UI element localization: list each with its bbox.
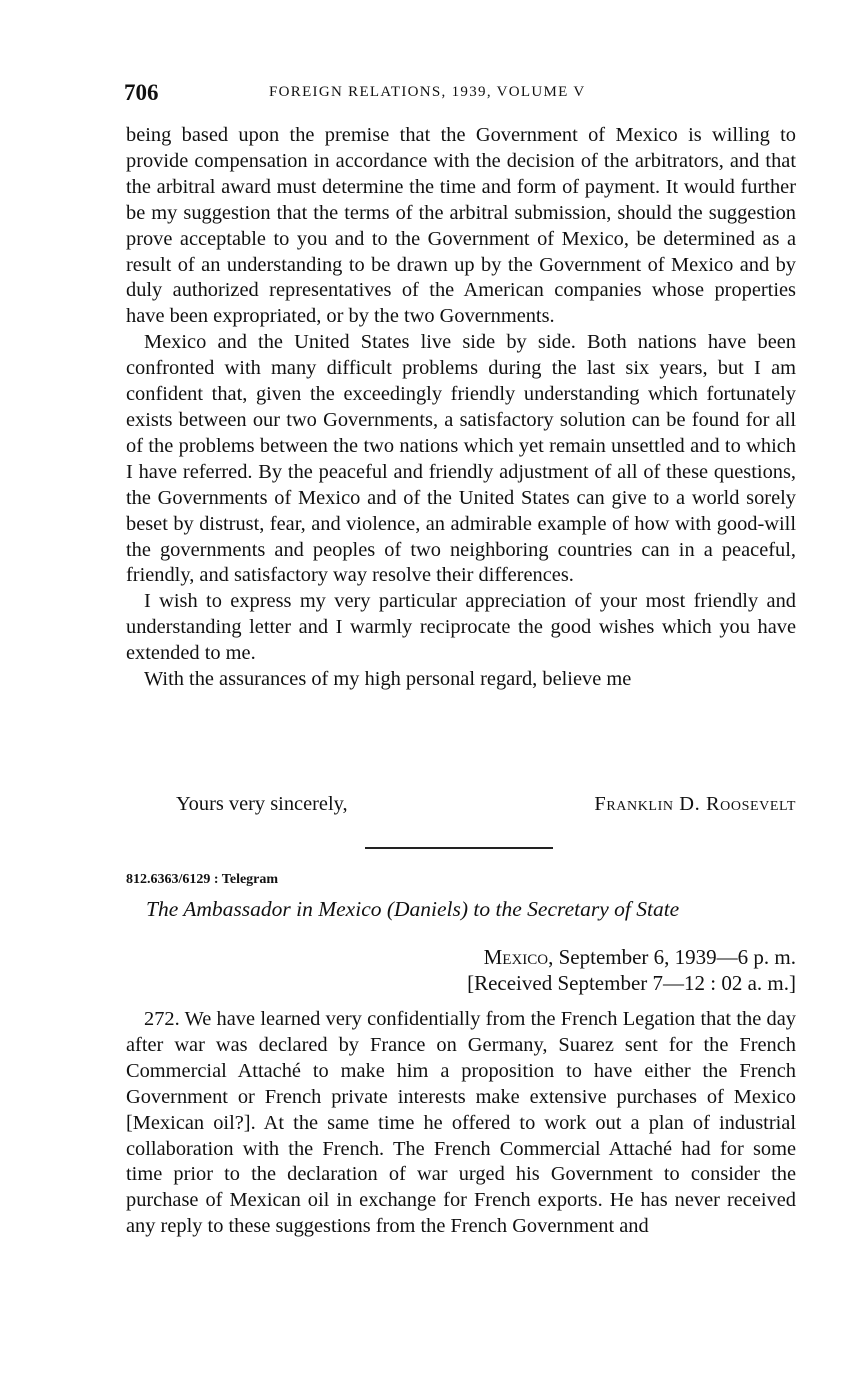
telegram-body [126,1007,796,1240]
section-divider [365,847,553,849]
running-title: FOREIGN RELATIONS, 1939, VOLUME V [269,84,586,100]
telegram-paragraph: 272. We have learned very confidentially from the French Legation that the day after war was declared by France on Germany, Suarez sent for the French Commercial Attaché to make him a proposition to have either the French Government or French private interests make extensive purchases of Mexico [Mexican oil?]. At the same time he offered to work out a plan of industrial collaboration with the French. The French Commercial Attaché had for some time prior to the declaration of war urged his Government to consider the purchase of Mexican oil in exchange for French exports. He has never received any reply to these suggestions from the French Government and [126,1008,796,1238]
letter-body [126,123,796,693]
page-header [124,80,796,108]
dateline-date: September 6, 1939—6 p. m. [553,945,796,969]
telegram-title: The Ambassador in Mexico (Daniels) to the Secretary of State [146,897,680,921]
letter-paragraph-3: I wish to express my very particular appreciation of your most friendly and understanding letter and I warmly reciprocate the good wishes which you have extended to me. [126,590,796,665]
signature-name: Franklin D. Roosevelt [594,793,796,815]
file-reference: 812.6363/6129 : Telegram [126,872,279,887]
page-number: 706 [124,80,159,105]
dateline-place: Mexico, [483,945,554,969]
letter-paragraph-4: With the assurances of my high personal regard, believe me [144,668,632,691]
letter-paragraph-2: Mexico and the United States live side by side. Both nations have been confronted with many difficult problems during the last six years, but I am confident that, given the exceedingly friendly understanding which fortunately exists between our two Governments, a satisfactory solution can be found for all of the problems between the two nations which yet remain unsettled and to which I have referred. By the peaceful and friendly adjustment of all of these questions, the Governments of Mexico and of the United States can give to a world sorely beset by distrust, fear, and violence, an admirable example of how with good-will the governments and peoples of two neighboring countries can in a peaceful, friendly, and satisfactory way resolve their differences. [126,331,796,587]
letter-paragraph-1: being based upon the premise that the Government of Mexico is willing to provide compensation in accordance with the decision of the arbitrators, and that the arbitral award must determine the time and form of payment. It would further be my suggestion that the terms of the arbitral submission, should the suggestion prove acceptable to you and to the Government of Mexico, be determined as a result of an understanding to be drawn up by the Government of Mexico and by duly authorized representatives of the American companies whose properties have been expropriated, or by the two Governments. [126,124,796,328]
complimentary-closing: Yours very sincerely, [176,793,348,815]
received-line: [Received September 7—12 : 02 a. m.] [467,971,796,995]
dateline [484,945,796,970]
